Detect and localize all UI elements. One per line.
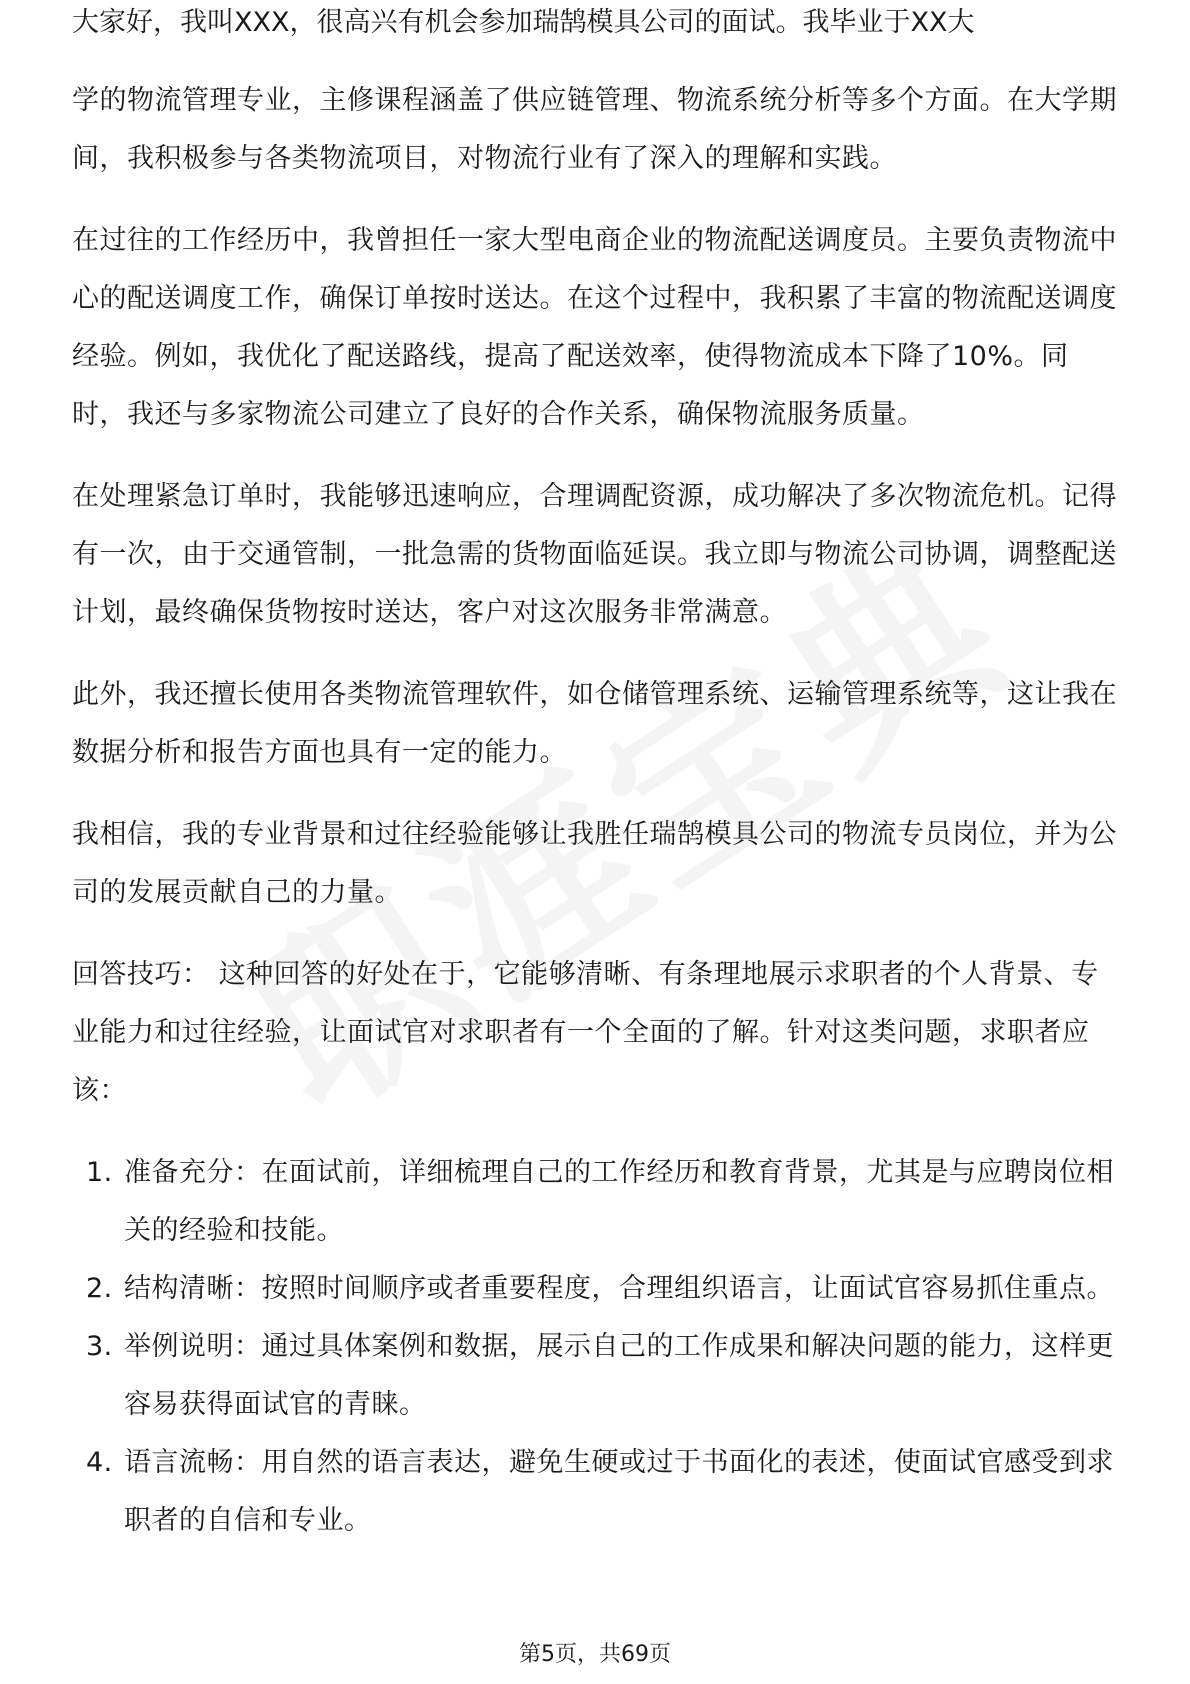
paragraph-answer-tips: 回答技巧： 这种回答的好处在于，它能够清晰、有条理地展示求职者的个人背景、专业能力和过往经验，让面试官对求职者有一个全面的了解。针对这类问题，求职者应该： (72, 959, 1099, 1106)
paragraph-urgent-orders: 在处理紧急订单时，我能够迅速响应，合理调配资源，成功解决了多次物流危机。记得有一次，由于交通管制，一批急需的货物面临延误。我立即与物流公司协调，调整配送计划，最终确保货物按时送达，客户对这次服务非常满意。 (72, 481, 1117, 628)
paragraph-education: 学的物流管理专业，主修课程涵盖了供应链管理、物流系统分析等多个方面。在大学期间，我积极参与各类物流项目，对物流行业有了深入的理解和实践。 (72, 85, 1117, 174)
list-number: 1. (86, 1157, 113, 1188)
tips-list (72, 1144, 1118, 1550)
list-number: 2. (86, 1273, 113, 1304)
paragraph-software-skills: 此外，我还擅长使用各类物流管理软件，如仓储管理系统、运输管理系统等，这让我在数据分析和报告方面也具有一定的能力。 (72, 679, 1117, 768)
list-number: 3. (86, 1331, 113, 1362)
page-number: 第5页，共69页 (519, 1642, 671, 1667)
list-number: 4. (86, 1447, 113, 1478)
list-item-text: 结构清晰：按照时间顺序或者重要程度，合理组织语言，让面试官容易抓住重点。 (124, 1273, 1114, 1304)
list-item-text: 举例说明：通过具体案例和数据，展示自己的工作成果和解决问题的能力，这样更容易获得面试官的青睐。 (124, 1331, 1114, 1420)
list-item (72, 1144, 1118, 1260)
paragraph-work-experience: 在过往的工作经历中，我曾担任一家大型电商企业的物流配送调度员。主要负责物流中心的配送调度工作，确保订单按时送达。在这个过程中，我积累了丰富的物流配送调度经验。例如，我优化了配送路线，提高了配送效率，使得物流成本下降了10%。同时，我还与多家物流公司建立了良好的合作关系，确保物流服务质量。 (72, 225, 1117, 430)
document-body (72, 22, 1118, 1550)
list-item-text: 准备充分：在面试前，详细梳理自己的工作经历和教育背景，尤其是与应聘岗位相关的经验和技能。 (124, 1157, 1114, 1246)
list-item-text: 语言流畅：用自然的语言表达，避免生硬或过于书面化的表述，使面试官感受到求职者的自信和专业。 (124, 1447, 1114, 1536)
list-item (72, 1434, 1118, 1550)
paragraph-conclusion: 我相信，我的专业背景和过往经验能够让我胜任瑞鹄模具公司的物流专员岗位，并为公司的发展贡献自己的力量。 (72, 819, 1117, 908)
list-item (72, 1260, 1118, 1318)
top-partial-line: 大家好，我叫XXX，很高兴有机会参加瑞鹄模具公司的面试。我毕业于XX大 (72, 7, 975, 38)
list-item (72, 1318, 1118, 1434)
